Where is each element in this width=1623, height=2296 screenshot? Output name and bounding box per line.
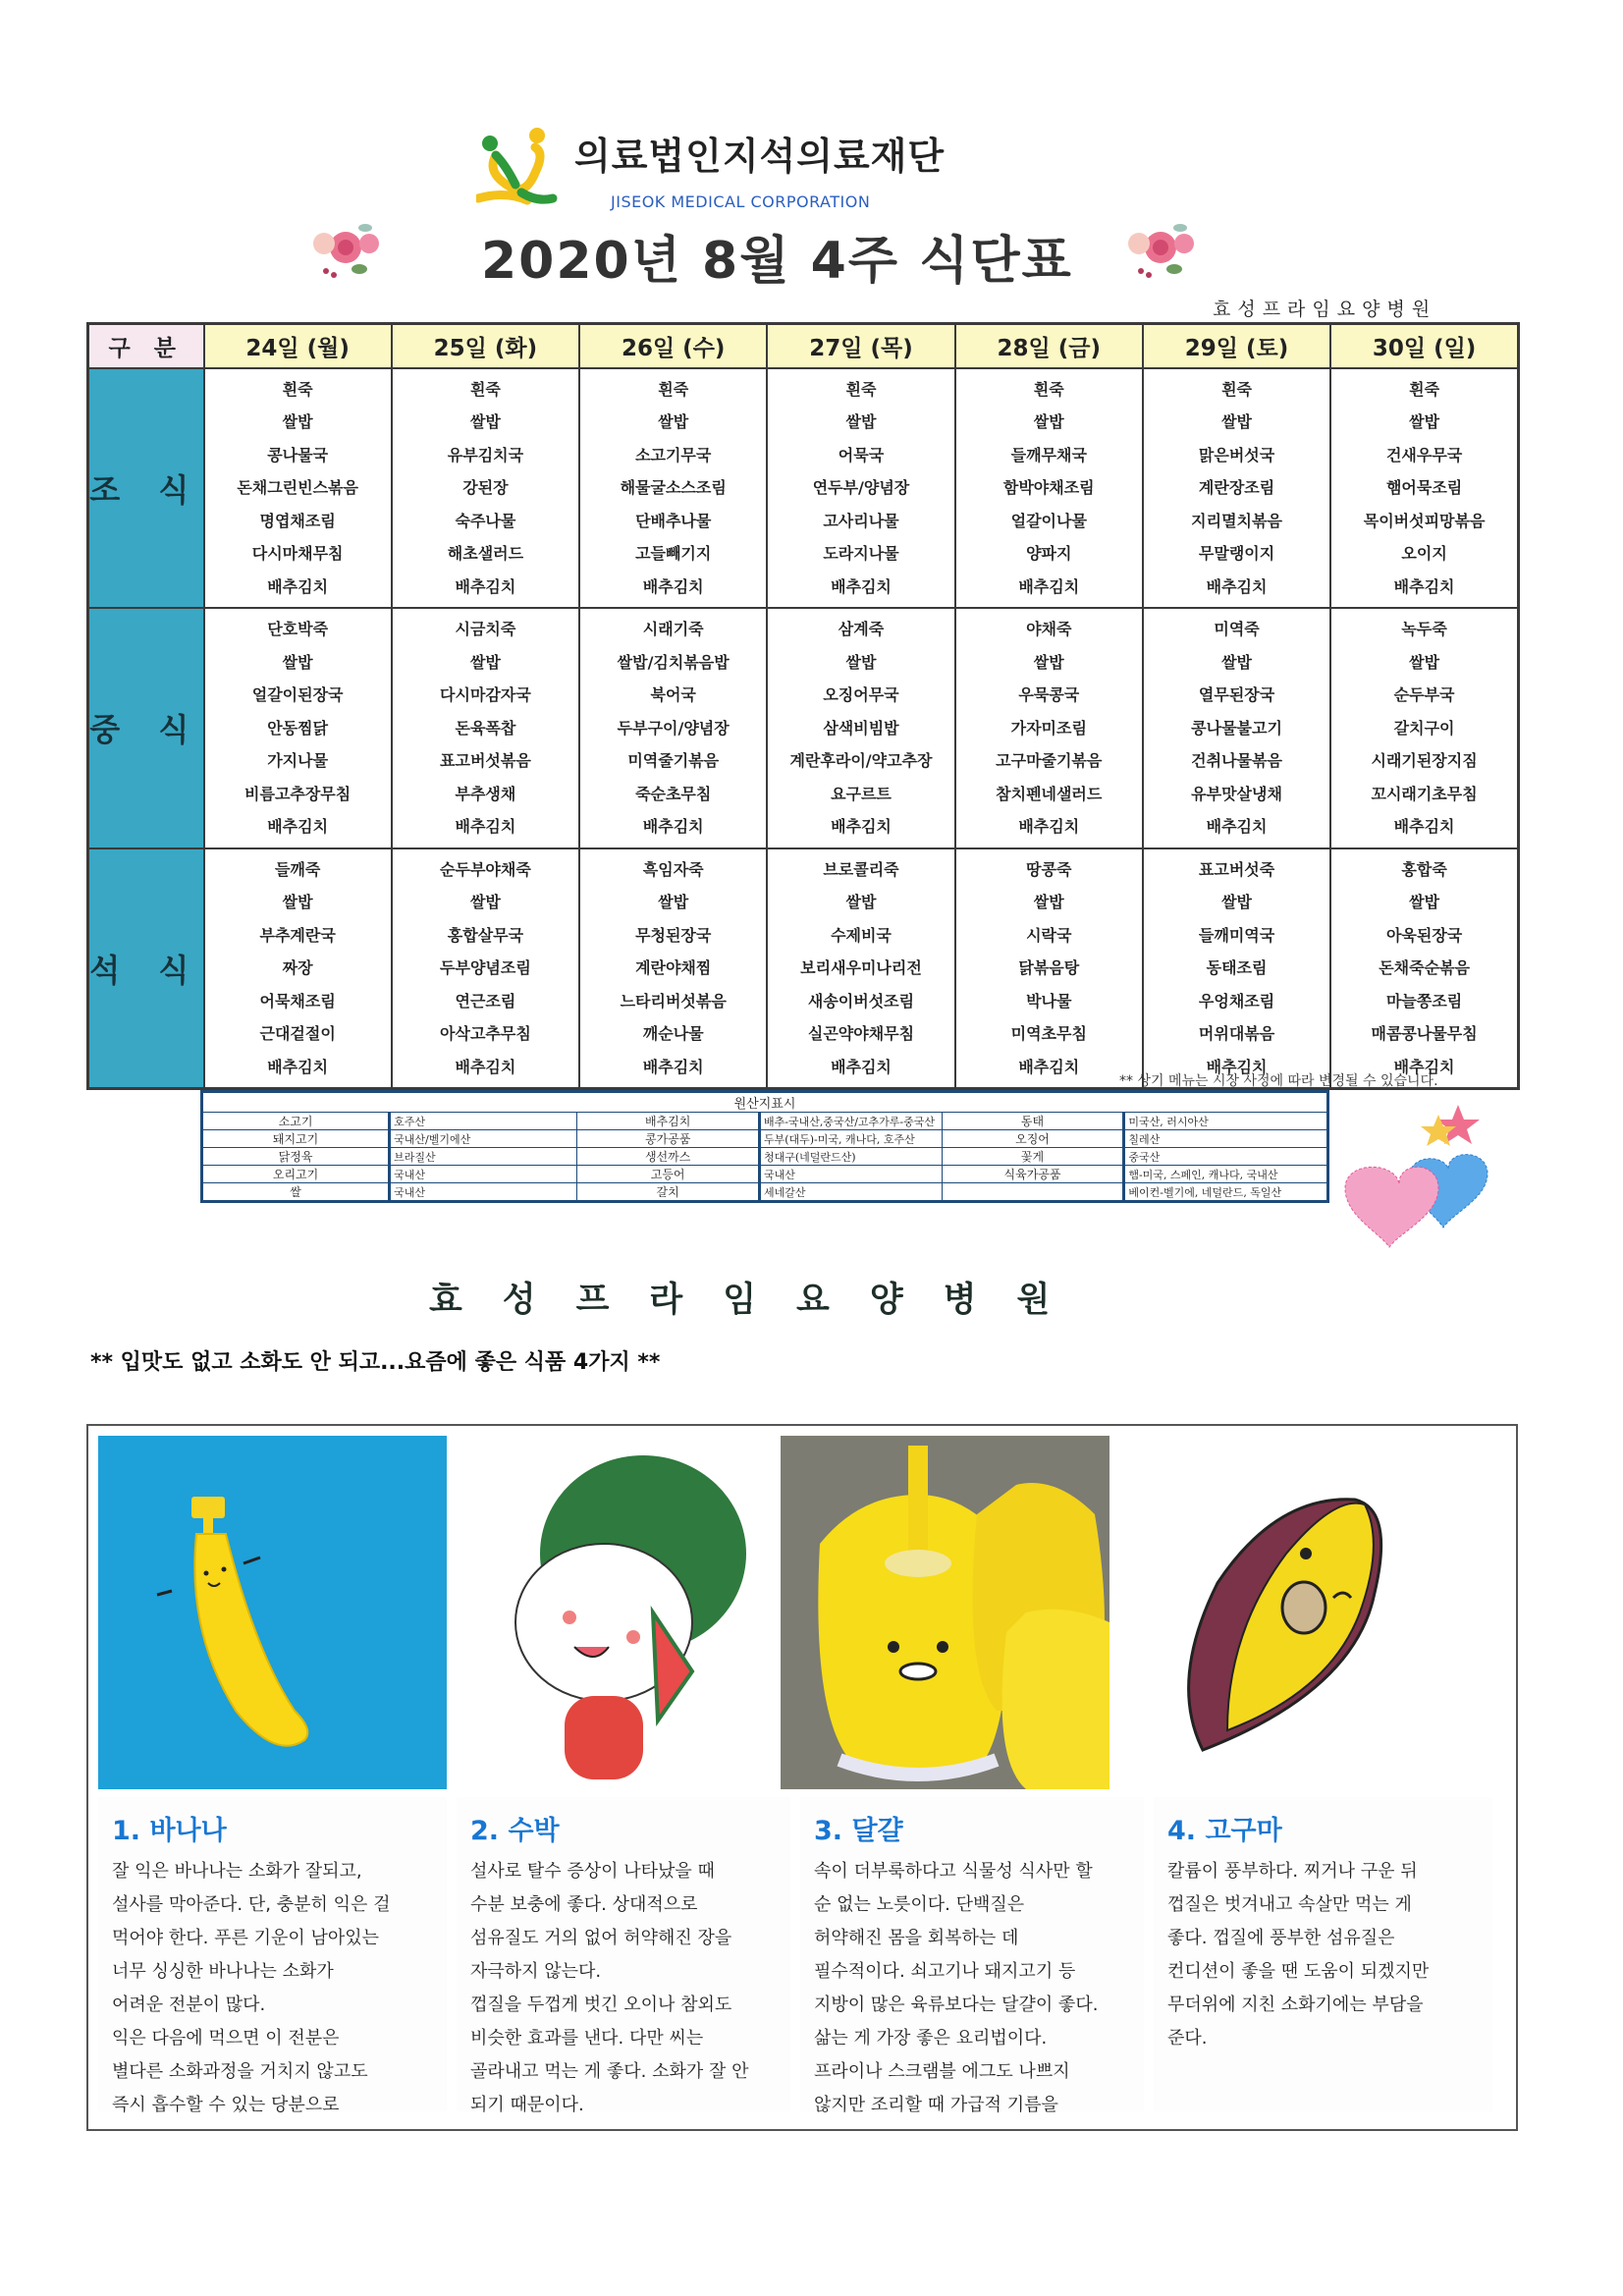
dish-item: 쌀밥 [469,412,501,431]
dish-item: 다시마채무침 [251,544,344,563]
dish-item: 쌀밥 [1221,412,1252,431]
origin-item [942,1183,1124,1202]
origin-country: 배추-국내산,중국산/고추가루-중국산 [759,1113,942,1130]
dish-item: 계란후라이/약고추장 [789,751,933,770]
dish-item: 배추김치 [455,576,516,596]
dish-item: 배추김치 [1393,1057,1455,1076]
dish-item: 목이버섯피망볶음 [1363,511,1486,530]
organization-english-name: JISEOK MEDICAL CORPORATION [611,192,871,211]
dish-item: 쌀밥 [845,412,877,431]
dish-item: 해초샐러드 [447,544,524,563]
dish-item: 삼색비빔밥 [823,718,899,738]
dish-item: 돈육폭찹 [455,718,516,738]
meal-row [88,368,1519,609]
dish-item: 콩나물불고기 [1191,718,1282,738]
origin-item: 꽃게 [942,1148,1124,1166]
watermelon-character [447,1436,781,1789]
dish-item: 해물굴소스조림 [620,478,727,497]
origin-country: 중국산 [1124,1148,1328,1166]
dish-item: 마늘쫑조림 [1385,991,1463,1011]
dish-item: 닭볶음탕 [1018,958,1080,977]
dish-item: 꼬시래기초무침 [1371,784,1478,803]
sweet-potato-illustration [1109,1436,1507,1789]
dish-item: 시금치죽 [455,620,516,638]
dish-item: 수제비국 [831,925,892,945]
dish-item: 쌀밥 [1221,652,1252,672]
dish-item: 어묵채조림 [259,991,336,1011]
meal-label: 조 식 [88,368,204,609]
menu-cell [955,368,1143,609]
origin-country: 햄-미국, 스페인, 캐나다, 국내산 [1124,1166,1328,1183]
dish-item: 단배추나물 [635,511,712,530]
dish-item: 쌀밥 [1409,893,1440,911]
dish-item: 근대겉절이 [259,1024,336,1043]
dish-item: 배추김치 [1206,817,1268,836]
origin-item: 생선까스 [577,1148,760,1166]
origin-row [202,1166,1328,1183]
origin-title: 원산지표시 [202,1092,1328,1113]
food-title: 2. 수박 [470,1816,560,1846]
dish-item: 고들빼기지 [635,544,712,563]
origin-item: 동태 [942,1113,1124,1130]
dish-item: 삼계죽 [838,620,885,638]
dish-item: 배추김치 [642,576,704,596]
dish-item: 얼갈이된장국 [251,685,344,704]
dish-item: 아삭고추무침 [440,1024,531,1043]
food-description: 잘 익은 바나나는 소화가 잘되고, 설사를 막아준다. 단, 충분히 익은 걸 먹어야 한다. 푸른 기운이 남아있는 너무 싱싱한 바나나는 소화가 어려운 전분이 많다. 익은 다음에 먹으면 이 전분은 별다른 소화과정을 거치지 않고도 즉시 흡수할 수 있는 당분으로 [112,1861,391,2115]
dish-item: 오이지 [1401,544,1447,563]
dish-item: 북어국 [650,685,696,704]
menu-cell [204,848,392,1089]
page-title: 2020년 8월 4주 식단표 [481,232,1073,291]
day-header: 30일 (일) [1330,324,1518,368]
origin-row [202,1183,1328,1202]
menu-cell [392,608,579,848]
origin-country: 세네갈산 [759,1183,942,1202]
origin-country: 브라질산 [390,1148,577,1166]
menu-cell [767,848,954,1089]
dish-item: 쌀밥 [282,893,313,911]
dish-item: 느타리버섯볶음 [620,991,727,1011]
origin-item: 돼지고기 [202,1130,390,1148]
weekly-menu-table [86,322,1520,1090]
banana-illustration [98,1436,447,1789]
dish-item: 명엽채조림 [259,511,336,530]
dish-item: 부추계란국 [259,925,336,945]
dish-item: 쌀밥 [845,652,877,672]
menu-cell [204,608,392,848]
menu-cell [1143,848,1330,1089]
origin-item: 갈치 [577,1183,760,1202]
dish-item: 단호박죽 [267,620,329,638]
dish-item: 매콤콩나물무침 [1371,1024,1478,1043]
dish-item: 연두부/양념장 [812,478,910,497]
dish-item: 계란장조림 [1198,478,1275,497]
dish-item: 가자미조림 [1010,718,1087,738]
food-title: 3. 달걀 [814,1816,903,1846]
origin-item: 오징어 [942,1130,1124,1148]
dish-item: 표고버섯죽 [1198,859,1275,879]
dish-item: 햄어묵조림 [1385,478,1463,497]
dish-item: 우엉채조림 [1198,991,1275,1011]
dish-item: 무말랭이지 [1198,544,1275,563]
menu-cell [579,368,767,609]
dish-item: 배추김치 [1206,576,1268,596]
hospital-name-large: 효성프라임요양병원 [429,1281,1091,1320]
dish-item: 쌀밥 [1409,412,1440,431]
origin-row [202,1148,1328,1166]
food-description: 속이 더부룩하다고 식물성 식사만 할 순 없는 노릇이다. 단백질은 허약해진 몸을 회복하는 데 필수적이다. 쇠고기나 돼지고기 등 지방이 많은 육류보다는 달걀이 좋다. 삶는 게 가장 좋은 요리법이다. 프라이나 스크램블 에그도 나쁘지 않지만 조리할 때 가급적 기름을 [814,1861,1099,2115]
dish-item: 가지나물 [267,751,329,770]
dish-item: 배추김치 [831,817,892,836]
dish-item: 쌀밥 [1221,893,1252,911]
food-title: 4. 고구마 [1167,1816,1282,1846]
dish-item: 고구마줄기볶음 [996,751,1103,770]
dish-item: 브로콜리죽 [823,859,899,879]
menu-cell [579,848,767,1089]
origin-country: 두부(대두)-미국, 캐나다, 호주산 [759,1130,942,1148]
dish-item: 시래기죽 [642,620,704,638]
dish-item: 배추김치 [831,1057,892,1076]
origin-item: 식육가공품 [942,1166,1124,1183]
dish-item: 표고버섯볶음 [440,751,531,770]
origin-row [202,1130,1328,1148]
dish-item: 건새우무국 [1385,445,1463,465]
dish-item: 미역죽 [1214,620,1260,638]
dish-item: 갈치구이 [1393,718,1455,738]
dish-item: 건취나물볶음 [1191,751,1282,770]
food-description: 칼륨이 풍부하다. 찌거나 구운 뒤 껍질은 벗겨내고 속살만 먹는 게 좋다. 껍질에 풍부한 섬유질은 컨디션이 좋을 땐 도움이 되겠지만 무더위에 지친 소화기에는 부담을 준다. [1167,1861,1430,2049]
day-header: 26일 (수) [579,324,767,368]
dish-item: 강된장 [462,478,509,497]
dish-item: 참치펜네샐러드 [996,784,1103,803]
origin-country: 베이컨-벨기에, 네덜란드, 독일산 [1124,1183,1328,1202]
dish-item: 새송이버섯조림 [807,991,915,1011]
menu-cell [1330,608,1518,848]
origin-item: 오리고기 [202,1166,390,1183]
dish-item: 배추김치 [1206,1057,1268,1076]
dish-item: 부추생채 [455,784,516,803]
dish-item: 요구르트 [831,784,892,803]
origin-item: 닭정육 [202,1148,390,1166]
origin-country: 미국산, 러시아산 [1124,1113,1328,1130]
menu-change-notice: ** 상기 메뉴는 시장 사정에 따라 변경될 수 있습니다. [1119,1073,1438,1089]
dish-item: 고사리나물 [823,511,899,530]
dish-item: 오징어무국 [823,685,899,704]
meal-row [88,608,1519,848]
document-header [0,116,1623,293]
dish-item: 순두부야채죽 [440,859,531,879]
dish-item: 안동찜닭 [267,718,329,738]
dish-item: 쌀밥 [282,412,313,431]
dish-item: 유부맛살냉채 [1191,784,1282,803]
dish-item: 시래기된장지짐 [1371,751,1478,770]
dish-item: 쌀밥 [1033,412,1064,431]
dish-item: 죽순초무침 [635,784,712,803]
dish-item: 흰죽 [1409,379,1440,399]
origin-label-table [200,1090,1329,1203]
origin-country: 국내산 [759,1166,942,1183]
dish-item: 열무된장국 [1198,685,1275,704]
dish-item: 배추김치 [455,817,516,836]
dish-item: 소고기무국 [635,445,712,465]
dish-item: 녹두죽 [1401,620,1447,638]
meal-row [88,848,1519,1089]
dish-item: 미역줄기볶음 [627,751,720,770]
menu-cell [1143,608,1330,848]
dish-item: 흑임자죽 [642,859,704,879]
dish-item: 흰죽 [1221,379,1252,399]
dish-item: 배추김치 [1393,817,1455,836]
dish-item: 다시마감자국 [440,685,531,704]
dish-item: 쌀밥 [1033,893,1064,911]
dish-item: 들깨미역국 [1198,925,1275,945]
menu-cell [1143,368,1330,609]
dish-item: 배추김치 [267,817,329,836]
foods-headline: ** 입맛도 없고 소화도 안 되고...요즘에 좋은 식품 4가지 ** [90,1350,661,1375]
dish-item: 흰죽 [282,379,313,399]
menu-cell [955,608,1143,848]
dish-item: 숙주나물 [455,511,516,530]
food-title: 1. 바나나 [112,1816,227,1846]
origin-item: 쌀 [202,1183,390,1202]
dish-item: 연근조림 [455,991,516,1011]
day-header: 25일 (화) [392,324,579,368]
dish-item: 쌀밥 [282,652,313,672]
dish-item: 배추김치 [267,576,329,596]
dish-item: 순두부국 [1393,685,1455,704]
menu-cell [204,368,392,609]
menu-header-row [88,324,1519,368]
dish-item: 두부양념조림 [440,958,531,977]
origin-country: 국내산 [390,1166,577,1183]
dish-item: 얼갈이나물 [1010,511,1087,530]
dish-item: 야채죽 [1026,620,1072,638]
dish-item: 배추김치 [642,1057,704,1076]
dish-item: 유부김치국 [447,445,524,465]
menu-cell [392,848,579,1089]
menu-cell [767,608,954,848]
dish-item: 배추김치 [267,1057,329,1076]
dish-item: 지리멸치볶음 [1191,511,1282,530]
origin-row [202,1113,1328,1130]
rose-flower-icon [1119,206,1208,285]
dish-item: 흰죽 [469,379,501,399]
dish-item: 쌀밥/김치볶음밥 [617,652,730,672]
origin-item: 소고기 [202,1113,390,1130]
category-header: 구 분 [88,324,204,368]
organization-name: 의료법인지석의료재단 [574,135,946,178]
meal-label: 중 식 [88,608,204,848]
menu-cell [579,608,767,848]
dish-item: 배추김치 [831,576,892,596]
dish-item: 아욱된장국 [1385,925,1463,945]
dish-item: 쌀밥 [658,412,689,431]
dish-item: 비름고추장무침 [244,784,352,803]
dish-item: 쌀밥 [658,893,689,911]
origin-item: 배추김치 [577,1113,760,1130]
dish-item: 들깨죽 [274,859,321,879]
dish-item: 양파지 [1026,544,1072,563]
dish-item: 쌀밥 [469,893,501,911]
dish-item: 보리새우미나리전 [800,958,922,977]
day-header: 28일 (금) [955,324,1143,368]
dish-item: 홍합죽 [1401,859,1447,879]
dish-item: 땅콩죽 [1026,859,1072,879]
dish-item: 동태조림 [1206,958,1268,977]
dish-item: 도라지나물 [823,544,899,563]
dish-item: 들깨무채국 [1010,445,1087,465]
dish-item: 흰죽 [1033,379,1064,399]
dish-item: 머위대볶음 [1198,1024,1275,1043]
origin-country: 청대구(네덜란드산) [759,1148,942,1166]
dish-item: 짜장 [282,958,313,977]
dish-item: 배추김치 [1018,1057,1080,1076]
menu-cell [1330,848,1518,1089]
dish-item: 무청된장국 [635,925,712,945]
rose-flower-icon [304,206,393,285]
dish-item: 배추김치 [1018,817,1080,836]
dish-item: 어묵국 [838,445,885,465]
origin-title-row [202,1092,1328,1113]
dish-item: 흰죽 [845,379,877,399]
dish-item: 함박야채조림 [1002,478,1095,497]
hearts-stars-decoration-icon [1340,1100,1517,1257]
dish-item: 콩나물국 [267,445,329,465]
day-header: 29일 (토) [1143,324,1330,368]
dish-item: 배추김치 [1018,576,1080,596]
origin-item: 고등어 [577,1166,760,1183]
dish-item: 돈채죽순볶음 [1379,958,1470,977]
origin-item: 콩가공품 [577,1130,760,1148]
dish-item: 홍합살무국 [447,925,524,945]
dish-item: 박나물 [1026,991,1072,1011]
recommended-foods-panel [86,1424,1518,2131]
food-description: 설사로 탈수 증상이 나타났을 때 수분 보충에 좋다. 상대적으로 섬유질도 거의 없어 허약해진 장을 자극하지 않는다. 껍질을 두껍게 벗긴 오이나 참외도 비슷한 효과를 낸다. 다만 씨는 골라내고 먹는 게 좋다. 소화가 잘 안 되기 때문이다. [470,1861,749,2115]
origin-country: 국내산/벨기에산 [390,1130,577,1148]
dish-item: 배추김치 [642,817,704,836]
menu-cell [767,368,954,609]
dish-item: 쌀밥 [469,652,501,672]
dish-item: 쌀밥 [1409,652,1440,672]
food-card-watermelon [457,1797,790,2115]
dish-item: 깨순나물 [642,1024,704,1043]
menu-cell [1330,368,1518,609]
jiseok-logo-icon [476,124,565,207]
egg-character-bottles [781,1436,1109,1789]
dish-item: 쌀밥 [1033,652,1064,672]
food-card-sweet-potato [1154,1797,1492,2111]
day-header: 24일 (월) [204,324,392,368]
dish-item: 쌀밥 [845,893,877,911]
dish-item: 미역초무침 [1010,1024,1087,1043]
dish-item: 돈채그린빈스볶음 [237,478,358,497]
food-card-egg [800,1797,1144,2115]
food-card-banana [98,1797,447,2115]
menu-cell [392,368,579,609]
dish-item: 실곤약야채무침 [807,1024,915,1043]
dish-item: 우묵콩국 [1018,685,1080,704]
dish-item: 맑은버섯국 [1198,445,1275,465]
dish-item: 흰죽 [658,379,689,399]
dish-item: 배추김치 [1393,576,1455,596]
origin-country: 호주산 [390,1113,577,1130]
origin-country: 국내산 [390,1183,577,1202]
dish-item: 계란야채찜 [635,958,712,977]
hospital-name-small: 효성프라임요양병원 [1213,299,1437,320]
origin-country: 칠레산 [1124,1130,1328,1148]
dish-item: 배추김치 [455,1057,516,1076]
menu-cell [955,848,1143,1089]
dish-item: 시락국 [1026,925,1072,945]
day-header: 27일 (목) [767,324,954,368]
dish-item: 두부구이/양념장 [617,718,730,738]
meal-label: 석 식 [88,848,204,1089]
